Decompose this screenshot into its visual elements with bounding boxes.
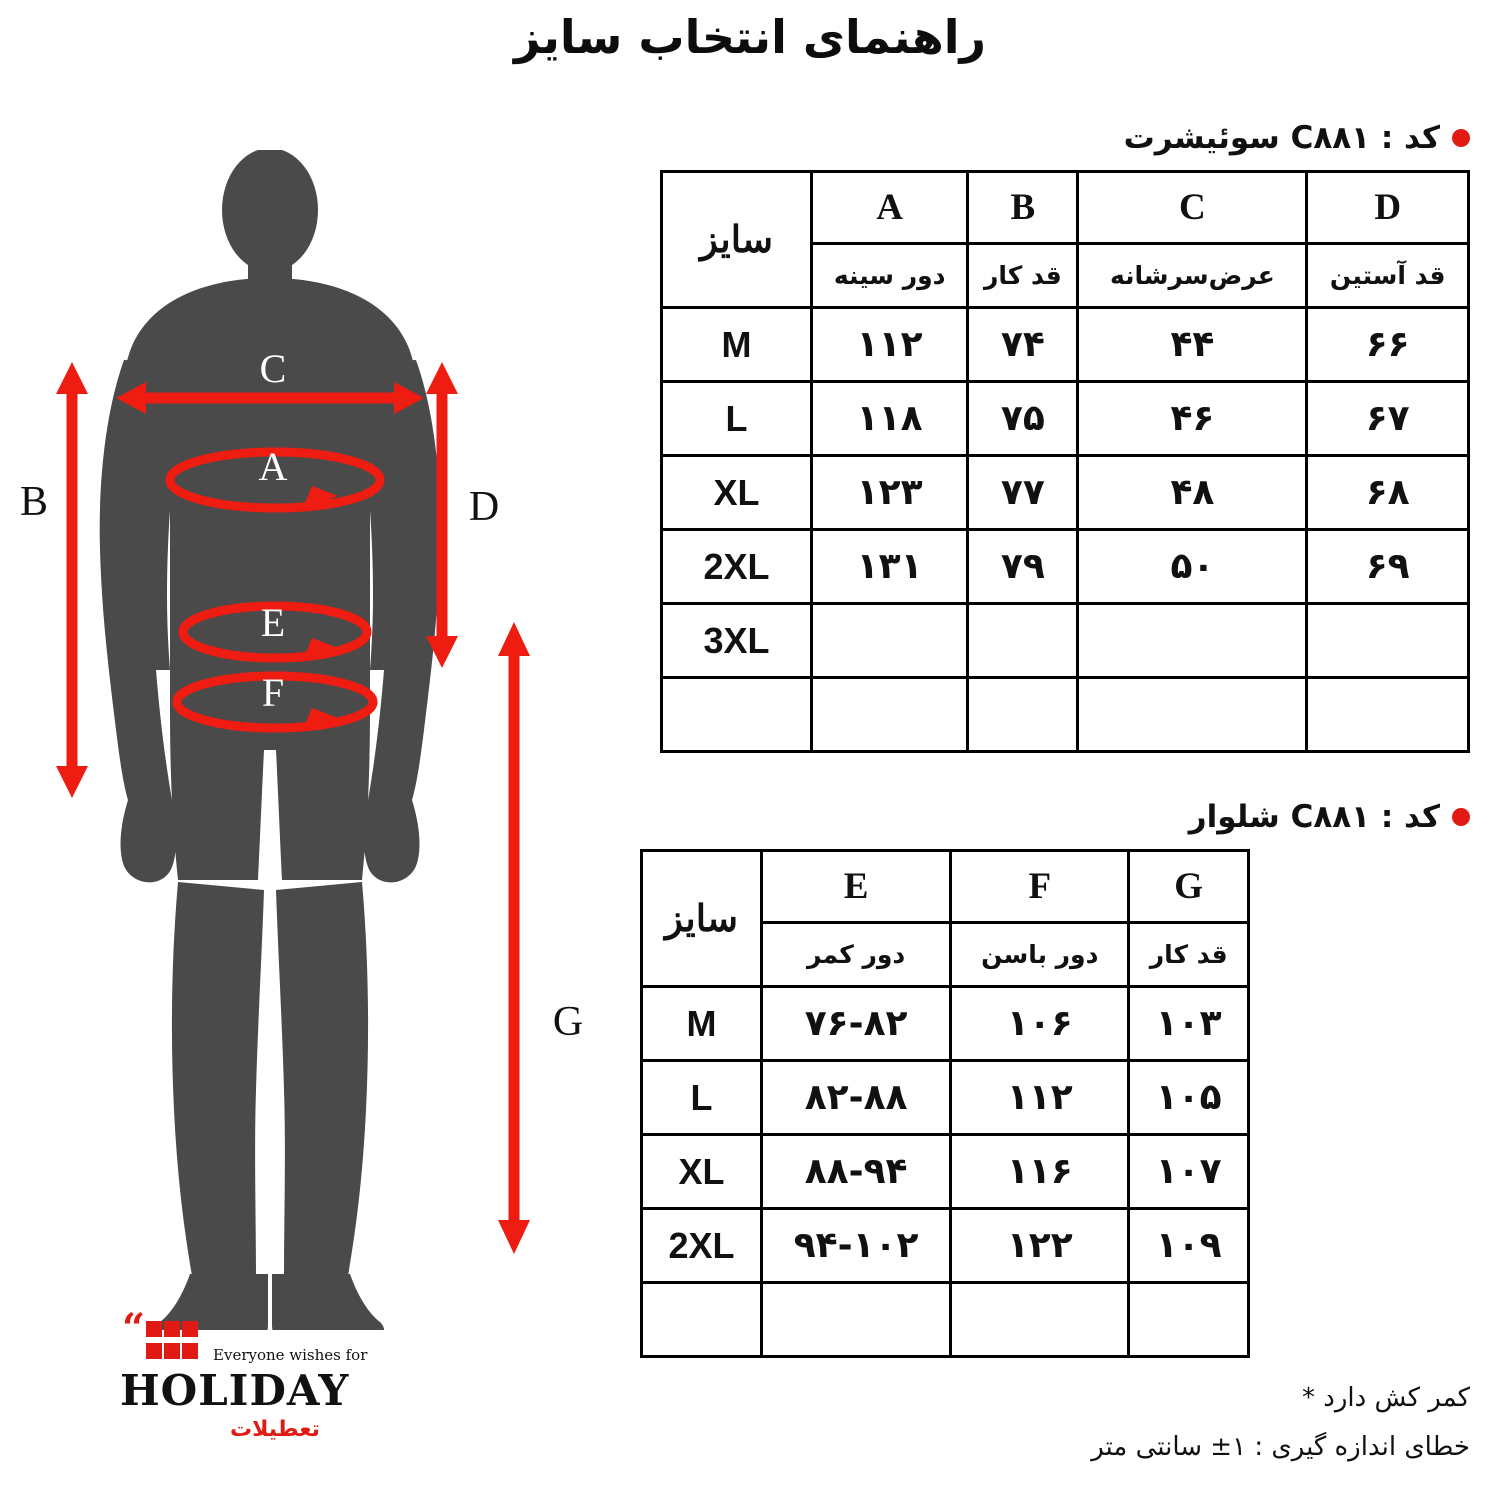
cell-value: ۷۶-۸۲ <box>762 987 951 1061</box>
table-row <box>642 1135 1249 1209</box>
cell-value <box>951 1283 1129 1357</box>
marker-C: C <box>259 346 287 391</box>
sweatshirt-heading-text: کد : C۸۸۱ سوئیشرت <box>1123 120 1440 156</box>
note-elastic-waist: کمر کش دارد * <box>1301 1383 1470 1413</box>
letter-a: A <box>812 172 968 244</box>
cell-value <box>968 678 1078 752</box>
cell-value <box>1129 1283 1249 1357</box>
table-row <box>662 308 1469 382</box>
table-row <box>642 1283 1249 1357</box>
cell-value: ۶۶ <box>1307 308 1469 382</box>
cell-value: ۱۲۲ <box>951 1209 1129 1283</box>
cell-value: ۷۹ <box>968 530 1078 604</box>
cell-value: ۶۹ <box>1307 530 1469 604</box>
cell-value <box>1078 678 1307 752</box>
cell-value: ۱۰۷ <box>1129 1135 1249 1209</box>
measurement-figure <box>20 150 620 1300</box>
body-diagram-svg <box>20 150 620 1330</box>
letter-e: E <box>762 851 951 923</box>
cell-value: ۷۷ <box>968 456 1078 530</box>
table-row <box>662 530 1469 604</box>
cell-value: ۴۴ <box>1078 308 1307 382</box>
cell-value: ۷۵ <box>968 382 1078 456</box>
letter-d: D <box>1307 172 1469 244</box>
cell-value: ۱۲۳ <box>812 456 968 530</box>
cell-value: ۵۰ <box>1078 530 1307 604</box>
cell-value: ۸۲-۸۸ <box>762 1061 951 1135</box>
label-chest: دور سینه <box>812 244 968 308</box>
marker-E: E <box>260 600 286 645</box>
brand-logo <box>120 1305 440 1442</box>
size-column-header: سایز <box>662 172 812 308</box>
cell-value: ۴۶ <box>1078 382 1307 456</box>
marker-B: B <box>20 479 49 525</box>
cell-value: ۶۸ <box>1307 456 1469 530</box>
cell-size: 3XL <box>662 604 812 678</box>
brand-tagline: Everyone wishes for <box>213 1346 368 1364</box>
label-hip: دور باسن <box>951 923 1129 987</box>
dots-icon <box>145 1320 199 1364</box>
cell-size: 2XL <box>662 530 812 604</box>
brand-name-fa: تعطیلات <box>230 1417 320 1442</box>
bullet-icon <box>1452 808 1470 826</box>
cell-value: ۱۱۶ <box>951 1135 1129 1209</box>
table-row <box>642 987 1249 1061</box>
cell-value: ۱۳۱ <box>812 530 968 604</box>
note-tolerance: خطای اندازه گیری : ۱± سانتی متر <box>1091 1432 1470 1463</box>
cell-value: ۱۰۶ <box>951 987 1129 1061</box>
letter-g: G <box>1129 851 1249 923</box>
pants-size-table <box>640 849 1250 1358</box>
size-column-header: سایز <box>642 851 762 987</box>
cell-value <box>812 604 968 678</box>
cell-value <box>1307 604 1469 678</box>
marker-G: G <box>552 999 584 1045</box>
table-row <box>642 1209 1249 1283</box>
marker-A: A <box>258 444 288 489</box>
pants-heading-text: کد : C۸۸۱ شلوار <box>1188 799 1440 835</box>
marker-D: D <box>468 484 500 530</box>
size-tables <box>640 120 1470 1473</box>
cell-value: ۱۱۲ <box>812 308 968 382</box>
label-sleeve: قد آستین <box>1307 244 1469 308</box>
cell-size: L <box>642 1061 762 1135</box>
cell-value: ۹۴-۱۰۲ <box>762 1209 951 1283</box>
table-row <box>642 851 1249 923</box>
cell-value: ۷۴ <box>968 308 1078 382</box>
brand-name: HOLIDAY <box>120 1366 350 1415</box>
table-row <box>662 604 1469 678</box>
page-title: راهنمای انتخاب سایز <box>513 10 987 64</box>
cell-size <box>662 678 812 752</box>
bullet-icon <box>1452 129 1470 147</box>
cell-value <box>1307 678 1469 752</box>
cell-size: XL <box>642 1135 762 1209</box>
letter-c: C <box>1078 172 1307 244</box>
table-row <box>662 456 1469 530</box>
cell-value: ۱۰۹ <box>1129 1209 1249 1283</box>
label-inseam: قد کار <box>1129 923 1249 987</box>
label-shoulder: عرض‌سرشانه <box>1078 244 1307 308</box>
cell-value: ۱۱۲ <box>951 1061 1129 1135</box>
cell-value: ۸۸-۹۴ <box>762 1135 951 1209</box>
pants-table-heading <box>640 799 1470 835</box>
cell-size: L <box>662 382 812 456</box>
marker-F: F <box>261 670 285 715</box>
table-row <box>662 172 1469 244</box>
cell-value: ۱۰۳ <box>1129 987 1249 1061</box>
letter-f: F <box>951 851 1129 923</box>
cell-value <box>812 678 968 752</box>
table-row <box>662 382 1469 456</box>
cell-size: M <box>662 308 812 382</box>
label-waist: دور کمر <box>762 923 951 987</box>
cell-value: ۱۱۸ <box>812 382 968 456</box>
notes-block <box>640 1374 1470 1473</box>
sweatshirt-size-table <box>660 170 1470 753</box>
cell-size: 2XL <box>642 1209 762 1283</box>
quote-icon: “ <box>122 1305 146 1352</box>
letter-b: B <box>968 172 1078 244</box>
cell-value <box>968 604 1078 678</box>
cell-value: ۴۸ <box>1078 456 1307 530</box>
label-length: قد کار <box>968 244 1078 308</box>
table-row <box>642 1061 1249 1135</box>
table-row <box>662 678 1469 752</box>
cell-value <box>1078 604 1307 678</box>
cell-value <box>762 1283 951 1357</box>
cell-size <box>642 1283 762 1357</box>
cell-value: ۱۰۵ <box>1129 1061 1249 1135</box>
cell-value: ۶۷ <box>1307 382 1469 456</box>
cell-size: XL <box>662 456 812 530</box>
cell-size: M <box>642 987 762 1061</box>
sweatshirt-table-heading <box>640 120 1470 156</box>
